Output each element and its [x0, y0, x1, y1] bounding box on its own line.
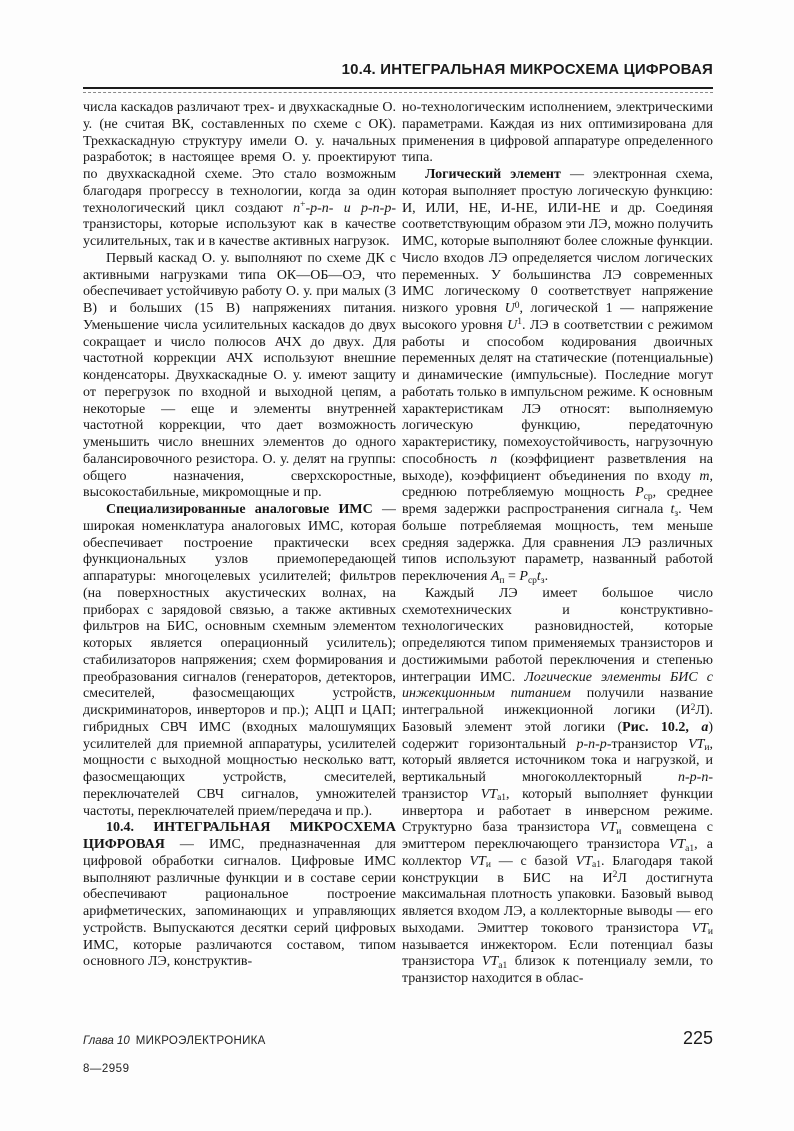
text-run: , а коллектор [402, 837, 713, 869]
text-run: п [499, 575, 505, 586]
text-run: (коэффициент разветвления на выходе), коэффициент объединения по входу [402, 451, 713, 484]
text-run: , среднее время задержки распространения сигнала [402, 485, 713, 517]
text-run: а1 [498, 960, 508, 971]
paragraph [402, 586, 713, 988]
text-run: VT [469, 853, 486, 869]
left-column-text [83, 100, 396, 1010]
text-run: P [519, 569, 528, 584]
text-run: 1 [517, 317, 522, 328]
chapter-label: Глава 10 [83, 1035, 130, 1047]
text-run: U [507, 317, 518, 333]
text-run: -p-n- [305, 200, 334, 216]
text-run: VT [480, 786, 498, 802]
text-run: n [490, 451, 498, 467]
text-run: а1 [685, 843, 695, 854]
text-run: а [701, 719, 709, 735]
text-run: Логический элемент [425, 167, 561, 182]
text-run: Л достигнута максимальная плотность упаковки. Базовый вывод является входом ЛЭ, а коллекторные выводы — его выходами. Эмиттер токового транзистора [402, 870, 713, 936]
text-run: но-технологическим исполнением, электрическими параметрами. Каждая из них оптимизирована для применения в цифровой аппаратуре определенного типа. [402, 100, 713, 166]
chapter-title: МИКРОЭЛЕКТРОНИКА [135, 1035, 266, 1047]
text-run: ср [643, 491, 653, 502]
text-run: — с базой [490, 853, 576, 869]
text-run: Рис. 10.2, [622, 719, 702, 735]
paragraph [83, 100, 396, 251]
text-run: t [670, 502, 675, 517]
text-run: получили название интегральной инжекционной логики (И [402, 686, 713, 718]
text-run: p-n-p [361, 200, 392, 216]
text-run: VT [688, 736, 705, 752]
text-run: . [544, 569, 549, 584]
text-run: , который является источником тока и нагрузкой, и вертикальный многоколлекторный [402, 736, 713, 785]
text-run: VT [599, 820, 617, 836]
running-head: 10.4. ИНТЕГРАЛЬНАЯ МИКРОСХЕМА ЦИФРОВАЯ [341, 61, 713, 78]
text-run: з [674, 508, 679, 519]
text-run: m [699, 468, 710, 484]
text-run: VT [481, 954, 499, 970]
text-run: ср [527, 575, 537, 586]
page-number: 225 [682, 1028, 713, 1048]
text-run: — электронная схема, которая выполняет простую логическую функцию: И, ИЛИ, НЕ, И-НЕ, ИЛИ-НЕ и др. Соединяя соответствующим образом эти ЛЭ, можно получить ИМС, которые выполняют более сложные функции. Число входов ЛЭ определяется числом логических переменных. У большинства ЛЭ современных ИМС логическому 0 соответствует напряжение низкого уровня [402, 167, 713, 316]
text-run: n [293, 200, 301, 216]
text-run: называется инжектором. Если потенциал базы транзистора [402, 937, 713, 970]
text-run: Первый каскад О. у. выполняют по схеме ДК с активными нагрузками типа ОК—ОБ—ОЭ, что обеспечивает устойчивую работу О. у. при малых (3 В) и больших (15 В) напряжениях питания. Уменьшение числа усилительных каскадов до двух сокращает и число полюсов АЧХ до двух. Для частотной коррекции АЧХ используют внешние конденсаторы. Двухкаскадные О. у. имеют защиту от перегрузок по входной и выходной цепям, а некоторые — еще и элементы внутренней частотной коррекции, что дает возможность уменьшить число внешних элементов до одного балансировочного резистора. О. у. делят на группы: общего назначения, сверхскоростные, высокостабильные, микромощные и пр. [83, 250, 396, 501]
text-run: P [635, 485, 644, 501]
text-run: з [540, 575, 545, 586]
text-run: t [536, 569, 541, 584]
text-run: Логические элементы БИС с инжекционным питанием [402, 669, 713, 702]
text-run: . ЛЭ в соответствии с режимом работы и способом кодирования двоичных переменных делят на статические (потенциальные) и динамические (импульсные). Последние могут работать только в импульсном режиме. К основным характеристикам ЛЭ относят: выполняемую логическую функцию, передаточную характеристику, помехоустойчивость, нагрузочную способность [402, 317, 713, 467]
text-run: 2 [690, 702, 696, 713]
paragraph [402, 100, 713, 167]
text-run: близок к потенциалу земли, то транзистор находится в облас- [402, 954, 713, 986]
text-run: 10.4. ИНТЕГРАЛЬНАЯ МИКРОСХЕМА ЦИФРОВАЯ [83, 820, 396, 852]
text-run: и [616, 826, 622, 837]
text-run: VT [691, 920, 708, 936]
text-run: Специализированные аналоговые ИМС [106, 502, 373, 517]
text-run: -транзистор [402, 770, 713, 802]
text-run: n-p-n [678, 770, 709, 785]
text-run: и [707, 927, 713, 938]
text-run: , логической 1 — напряжение высокого уровня [402, 301, 713, 333]
text-run: A [490, 569, 500, 584]
text-run: -транзисторы, которые используют как в качестве усилительных, так и в качестве активных нагрузок. [83, 200, 396, 249]
text-run: + [300, 200, 306, 211]
text-run: ) содержит горизонтальный [402, 719, 713, 752]
header-rule-shadow [83, 92, 713, 93]
paragraph [83, 251, 396, 502]
paragraph [402, 167, 713, 586]
text-run: а1 [591, 860, 601, 871]
text-run: — широкая номенклатура аналоговых ИМС, которая обеспечивает построение практически всех функциональных узлов приемопередающей аппаратуры: многоцелевых усилителей; фильтров (на поверхностных акустических волнах, на приборах с зарядовой связью, а также активных фильтров на БИС, основным схемным элементом которых является операционный усилитель); стабилизаторов напряжения; схем формирования и преобразования сигналов (генераторов, детекторов, смесителей, фазосмещающих устройств, дискриминаторов, инверторов и пр.); АЦП и ЦАП; гибридных СВЧ ИМС (входных малошумящих усилителей для приемной аппаратуры, усилителей мощности с выходной мощностью несколько ватт, фазосмещающих устройств, смесителей, переключателей СВЧ сигналов, умножителей частоты, переключателей прием/передача и пр.). [83, 502, 396, 819]
text-run: а1 [497, 793, 507, 804]
text-run: = [504, 569, 520, 584]
text-run: Каждый ЛЭ имеет большое число схемотехнических и конструктивно-технологических разновидностей, которые определяются типом применяемых транзисторов и достижимыми работой переключения и степенью интеграции ИМС. [402, 585, 713, 685]
text-run: и [485, 860, 491, 871]
text-run: VT [668, 837, 686, 852]
print-code: 8—2959 [83, 1063, 130, 1075]
text-run: Л). Базовый элемент этой логики ( [402, 703, 713, 735]
text-run: и [704, 743, 710, 754]
text-run: . Чем больше потребляемая мощность, тем меньше средняя задержка. Для сравнения ЛЭ различных типов используют параметр, названный работой переключения [402, 502, 713, 584]
paragraph [83, 820, 396, 971]
text-run: , среднюю потребляемую мощность [402, 468, 713, 501]
text-run: 2 [612, 870, 618, 881]
text-run: совмещена с эмиттером переключающего транзистора [402, 820, 713, 852]
header-rule [83, 87, 713, 89]
text-run: -транзистор [606, 736, 689, 752]
text-run: VT [575, 853, 592, 869]
text-run: и [333, 200, 361, 216]
text-run: p-n-p [576, 736, 607, 752]
text-run: 0 [514, 300, 520, 311]
right-column-text [402, 100, 713, 1010]
text-run: U [504, 301, 515, 316]
text-run: . Благодаря такой конструкции в БИС на И [402, 853, 713, 886]
text-run: — ИМС, предназначенная для цифровой обработки сигналов. Цифровые ИМС выполняют различные функции и в составе серии обеспечивают рациональное построение арифметических, запоминающих и управляющих устройств. Выпускаются десятки серий цифровых ИМС, которые различаются составом, типом основного ЛЭ, конструктив- [83, 837, 396, 970]
text-run: числа каскадов различают трех- и двухкаскадные О. у. (не считая ВК, составленных по схеме с ОК). Трехкаскадную структуру имели О. у. начальных разработок; в настоящее время О. у. проектируют по двухкаскадной схеме. Это стало возможным благодаря прогрессу в технологии, когда за один технологический цикл создают [83, 100, 396, 216]
text-run: , который выполняет функции инвертора и работает в инверсном режиме. Структурно база транзистора [402, 786, 713, 836]
paragraph [83, 502, 396, 820]
